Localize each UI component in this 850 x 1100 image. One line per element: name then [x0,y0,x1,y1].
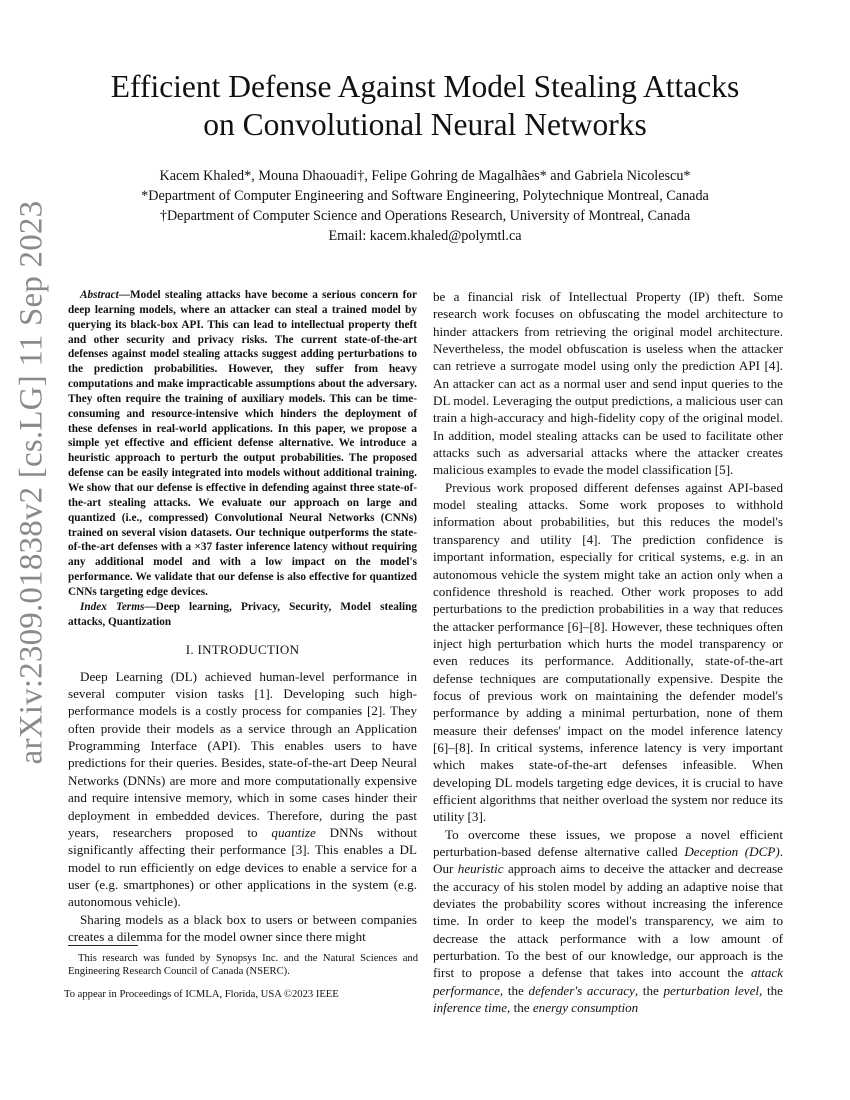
abstract [68,288,417,600]
index-terms-label: Index Terms [80,600,145,613]
intro-paragraph-4: To overcome these issues, we propose a novel efficient perturbation-based defense alternative called Deception (DCP). Our heuristic approach aims to deceive the attacker and decrease the accuracy of his stolen model by adding an adaptive noise that deviates the probability scores without increasing the inference time. In order to keep the model's transparency, we aim to decrease the attack performance with a low amount of perturbation. To the best of our knowledge, our approach is the first to propose a defense that takes into account the attack performance, the defender's accuracy, the perturbation level, the inference time, the energy consumption [433,826,783,1016]
abstract-label: Abstract [80,289,119,301]
publication-note: To appear in Proceedings of ICMLA, Florida, USA ©2023 IEEE [64,989,339,1000]
affiliation-1: *Department of Computer Engineering and Software Engineering, Polytechnique Montreal, Canada [141,188,709,204]
affiliation-2: †Department of Computer Science and Operations Research, University of Montreal, Canada [159,208,691,224]
arxiv-identifier [4,200,60,764]
intro-paragraph-1: Deep Learning (DL) achieved human-level performance in several computer vision tasks [1]. Developing such high-performance models is a costly process for companies [2]. They often provide their models as a service through an Application Programming Interface (API). This enables users to have predictions for their queries. Besides, state-of-the-art Deep Neural Networks (DNNs) are more and more computationally expensive and require intensive memory, which in some cases hinder their deployment in embedded devices. Therefore, during the past years, researchers proposed to quantize DNNs without significantly affecting their performance [3]. This enables a DL model to run efficiently on edge devices to enable a service for a user (e.g. smartphones) or other applications in the system (e.g. autonomous vehicle). [68,668,417,910]
intro-paragraph-2-continued: be a financial risk of Intellectual Property (IP) theft. Some research work focuses on obfuscating the model architecture to hinder attackers from retrieving the original model architecture. Nevertheless, the model obfuscation is useless when the attacker can retrieve a surrogate model using only the prediction API [4]. An attacker can act as a normal user and send input queries to the DL model. Leveraging the output predictions, a malicious user can train a high-accuracy and high-fidelity copy of the original model. In addition, model stealing attacks can be used to facilitate other attacks such as adversarial attacks where the attacker creates malicious examples to evade the model classification [5]. [433,289,783,478]
paper-title [60,68,790,144]
left-column [68,288,417,945]
author-names: Kacem Khaled*, Mouna Dhaouadi†, Felipe Gohring de Magalhães* and Gabriela Nicolescu* [159,168,691,184]
abstract-text: —Model stealing attacks have become a serious concern for deep learning models, where an attacker can steal a trained model by querying its black-box API. This can lead to intellectual property theft and other security and privacy risks. The current state-of-the-art defenses against model stealing attacks suggest adding perturbations to the prediction probabilities. However, they suffer from heavy computations and make impracticable assumptions about the adversary. They often require the training of auxiliary models. This can be time-consuming and resource-intensive which hinders the deployment of these defenses in real-world applications. In this paper, we propose a simple yet effective and efficient defense alternative. We introduce a heuristic approach to perturb the output probabilities. The proposed defense can be easily integrated into models without additional training. We show that our defense is effective in defending against three state-of-the-art stealing attacks. We evaluate our approach on large and quantized (i.e., compressed) Convolutional Neural Networks (CNNs) trained on several vision datasets. Our technique outperforms the state-of-the-art defenses with a ×37 faster inference latency without requiring any additional model and with a low impact on the model's performance. We validate that our defense is also effective for quantized CNNs targeting edge devices. [68,289,417,598]
index-terms [68,600,417,630]
index-terms-text: —Deep learning, Privacy, Security, Model stealing attacks, Quantization [68,600,417,628]
footnote-rule [68,945,138,946]
author-email: Email: kacem.khaled@polymtl.ca [328,228,522,244]
intro-paragraph-3: Previous work proposed different defenses against API-based model stealing attacks. Some work proposes to withhold information about probabilities, but this reduces the model's transparency and utility [4]. The prediction confidence is important information, especially for critical systems, e.g. in an autonomous vehicle the system might take an action only when a confidence threshold is reached. Other work proposes to add perturbations to the prediction probabilities in a way that reduces the attacker performance [6]–[8]. However, these techniques often inject high perturbation which hurts the model transparency or even reduces its performance. Additionally, state-of-the-art defense techniques are computationally expensive. Despite the focus of previous work on maintaining the defender model's performance by adding a minimal perturbation, none of them measure their defenses' impact on the model inference latency [6]–[8]. In critical systems, inference latency is very important which makes state-of-the-art defenses infeasible. When developing DL models targeting edge devices, it is crucial to have efficient algorithms that neither overload the system nor reduce its utility [3]. [433,479,783,825]
funding-footnote: This research was funded by Synopsys Inc. and the Natural Sciences and Engineering Research Council of Canada (NSERC). [68,953,418,978]
title-line-2: on Convolutional Neural Networks [203,107,647,142]
title-line-1: Efficient Defense Against Model Stealing Attacks [110,69,740,104]
arxiv-stamp-text: arXiv:2309.01838v2 [cs.LG] 11 Sep 2023 [13,200,50,764]
right-column [433,288,783,1016]
intro-paragraph-2: Sharing models as a black box to users or between companies creates a dilemma for the model owner since there might [68,911,417,944]
author-block [60,166,790,246]
section-heading-introduction: I. INTRODUCTION [185,642,300,658]
